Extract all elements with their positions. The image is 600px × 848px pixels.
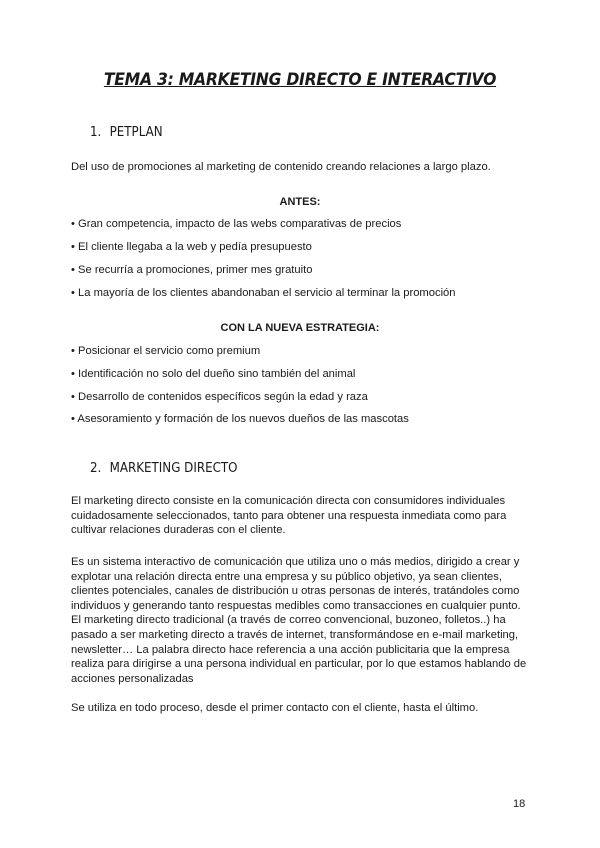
page-title: TEMA 3: MARKETING DIRECTO E INTERACTIVO (103, 70, 497, 90)
section-2-title: MARKETING DIRECTO (109, 460, 238, 476)
section-1-number: 1. (90, 124, 102, 140)
strategy-item-1: • Posicionar el servicio como premium (71, 345, 261, 357)
section-1-intro: Del uso de promociones al marketing de contenido creando relaciones a largo plazo. (71, 161, 491, 173)
page-number: 18 (513, 798, 526, 810)
section-1-title: PETPLAN (109, 124, 163, 140)
section-2-paragraph-1: El marketing directo consiste en la comunicación directa con consumidores individuales cuidadosamente seleccionados, tanto para obtener una respuesta inmediata como para cultivar relaciones duraderas con el cliente. (71, 495, 507, 537)
section-1-heading (90, 124, 163, 140)
section-2-paragraph-3: Se utiliza en todo proceso, desde el primer contacto con el cliente, hasta el último. (71, 702, 479, 714)
section-2-paragraph-2: Es un sistema interactivo de comunicación que utiliza uno o más medios, dirigido a crear y explotar una relación directa entre una empresa y su público objetivo, ya sean clientes, clientes potenciales, canales de distribución u otras personas de interés, tratándoles como individuos y generando tanto respuestas medibles como transacciones en cualquier punto. El marketing directo tradicional (a través de correo convencional, buzoneo, folletos..) ha pasado a ser marketing directo a través de internet, transformándose en e-mail marketing, newsletter… La palabra directo hace referencia a una acción publicitaria que la empresa realiza para dirigirse a una persona individual en particular, por lo que estamos hablando de acciones personalizadas (71, 556, 527, 685)
before-item-2: • El cliente llegaba a la web y pedía presupuesto (71, 241, 312, 253)
before-label: ANTES: (279, 196, 321, 208)
strategy-item-3: • Desarrollo de contenidos específicos según la edad y raza (71, 391, 368, 403)
new-strategy-label: CON LA NUEVA ESTRATEGIA: (220, 322, 380, 334)
section-2-heading (90, 460, 237, 476)
before-item-1: • Gran competencia, impacto de las webs comparativas de precios (71, 218, 402, 230)
before-item-3: • Se recurría a promociones, primer mes gratuito (71, 264, 313, 276)
section-2-number: 2. (90, 460, 102, 476)
strategy-item-4: • Asesoramiento y formación de los nuevos dueños de las mascotas (71, 413, 409, 425)
strategy-item-2: • Identificación no solo del dueño sino también del animal (71, 368, 356, 380)
before-item-4: • La mayoría de los clientes abandonaban el servicio al terminar la promoción (71, 287, 456, 299)
